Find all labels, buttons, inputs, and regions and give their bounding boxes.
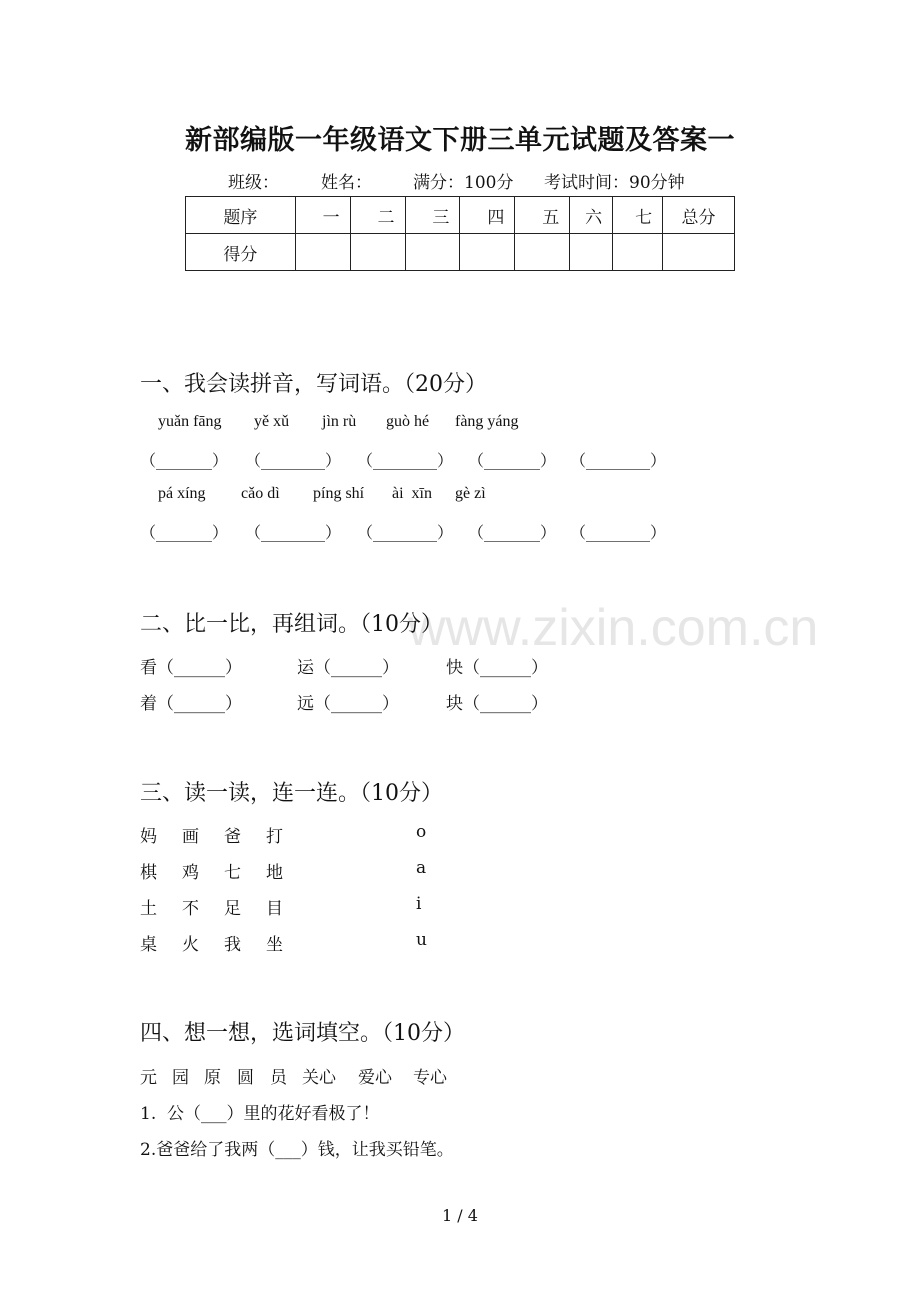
header-cell: 一 [295, 197, 350, 234]
compare-word-item[interactable]: 着（______） [140, 694, 242, 714]
word-choice: 园 [172, 1068, 189, 1088]
answer-blank[interactable]: （_______） [468, 451, 557, 470]
match-char: 打 [266, 827, 283, 847]
watermark: www.zixin.com.cn [408, 599, 819, 657]
compare-word-item[interactable]: 快（______） [446, 658, 548, 678]
score-cell[interactable] [515, 234, 570, 271]
score-cell[interactable] [663, 234, 735, 271]
match-char: 目 [266, 899, 283, 919]
word-choice: 员 [270, 1068, 287, 1088]
match-char: 地 [266, 863, 283, 883]
pinyin-item: yuǎn fāng [158, 413, 222, 430]
exam-time-label: 考试时间：90分钟 [544, 173, 685, 193]
answer-blank[interactable]: （________） [570, 451, 667, 470]
class-field-label: 班级： [228, 173, 279, 193]
pinyin-item: guò hé [386, 413, 430, 430]
score-cell[interactable] [295, 234, 350, 271]
answer-blank[interactable]: （________） [357, 451, 454, 470]
header-cell: 五 [515, 197, 570, 234]
pinyin-item: gè zì [455, 485, 486, 502]
pinyin-item: ài xīn [392, 485, 432, 502]
section-1-title: 一、我会读拼音，写词语。（20分） [140, 372, 487, 397]
header-cell: 总分 [663, 197, 735, 234]
fill-question-2[interactable]: 2.爸爸给了我两（___）钱，让我买铅笔。 [140, 1140, 454, 1160]
pinyin-item: pá xíng [158, 485, 206, 502]
score-table [185, 196, 735, 271]
word-choice: 爱心 [358, 1068, 392, 1088]
pinyin-item: jìn rù [322, 413, 357, 430]
score-cell[interactable] [405, 234, 460, 271]
pinyin-item: cǎo dì [241, 485, 280, 502]
score-row-label: 得分 [186, 234, 296, 271]
header-cell: 七 [613, 197, 663, 234]
score-cell[interactable] [570, 234, 613, 271]
compare-word-item[interactable]: 块（______） [446, 694, 548, 714]
score-cell[interactable] [613, 234, 663, 271]
word-choice: 元 [140, 1068, 157, 1088]
header-cell: 二 [350, 197, 405, 234]
answer-blank[interactable]: （_______） [140, 451, 229, 470]
pinyin-item: píng shí [313, 485, 365, 502]
header-cell: 六 [570, 197, 613, 234]
word-choice: 圆 [237, 1068, 254, 1088]
header-cell: 题序 [186, 197, 296, 234]
full-score-label: 满分：100分 [413, 173, 514, 193]
name-field-label: 姓名： [321, 173, 372, 193]
match-char: 妈 [140, 827, 157, 847]
section-3-title: 三、读一读，连一连。（10分） [140, 781, 443, 806]
match-char: 桌 [140, 935, 157, 955]
match-char: 棋 [140, 863, 157, 883]
match-char: 坐 [266, 935, 283, 955]
score-cell[interactable] [350, 234, 405, 271]
compare-word-item[interactable]: 远（______） [297, 694, 399, 714]
match-char: 我 [224, 935, 241, 955]
answer-blank[interactable]: （________） [245, 523, 342, 542]
compare-word-item[interactable]: 运（______） [297, 658, 399, 678]
score-cell[interactable] [460, 234, 515, 271]
answer-blank[interactable]: （_______） [468, 523, 557, 542]
section-4-title: 四、想一想，选词填空。（10分） [140, 1021, 465, 1046]
word-choice: 专心 [413, 1068, 447, 1088]
header-cell: 三 [405, 197, 460, 234]
match-letter: i [416, 894, 422, 914]
match-letter: o [416, 822, 427, 842]
answer-blank[interactable]: （_______） [140, 523, 229, 542]
fill-question-1[interactable]: 1. 公（___）里的花好看极了！ [140, 1104, 380, 1124]
page-number: 1 / 4 [442, 1206, 478, 1225]
page-title: 新部编版一年级语文下册三单元试题及答案一 [185, 125, 735, 156]
match-char: 画 [182, 827, 199, 847]
answer-blank[interactable]: （________） [570, 523, 667, 542]
pinyin-item: yě xǔ [254, 413, 290, 430]
match-letter: u [416, 930, 427, 950]
match-char: 爸 [224, 827, 241, 847]
match-char: 足 [224, 899, 241, 919]
match-letter: a [416, 858, 427, 878]
match-char: 鸡 [182, 863, 199, 883]
match-char: 土 [140, 899, 157, 919]
answer-blank[interactable]: （________） [357, 523, 454, 542]
pinyin-item: fàng yáng [455, 413, 519, 430]
match-char: 火 [182, 935, 199, 955]
section-2-title: 二、比一比，再组词。（10分） [140, 612, 443, 637]
header-cell: 四 [460, 197, 515, 234]
answer-blank[interactable]: （________） [245, 451, 342, 470]
word-choice: 原 [204, 1068, 221, 1088]
compare-word-item[interactable]: 看（______） [140, 658, 242, 678]
match-char: 七 [224, 863, 241, 883]
score-table-header-row [186, 197, 735, 234]
word-choice: 关心 [302, 1068, 336, 1088]
match-char: 不 [182, 899, 199, 919]
score-table-score-row [186, 234, 735, 271]
